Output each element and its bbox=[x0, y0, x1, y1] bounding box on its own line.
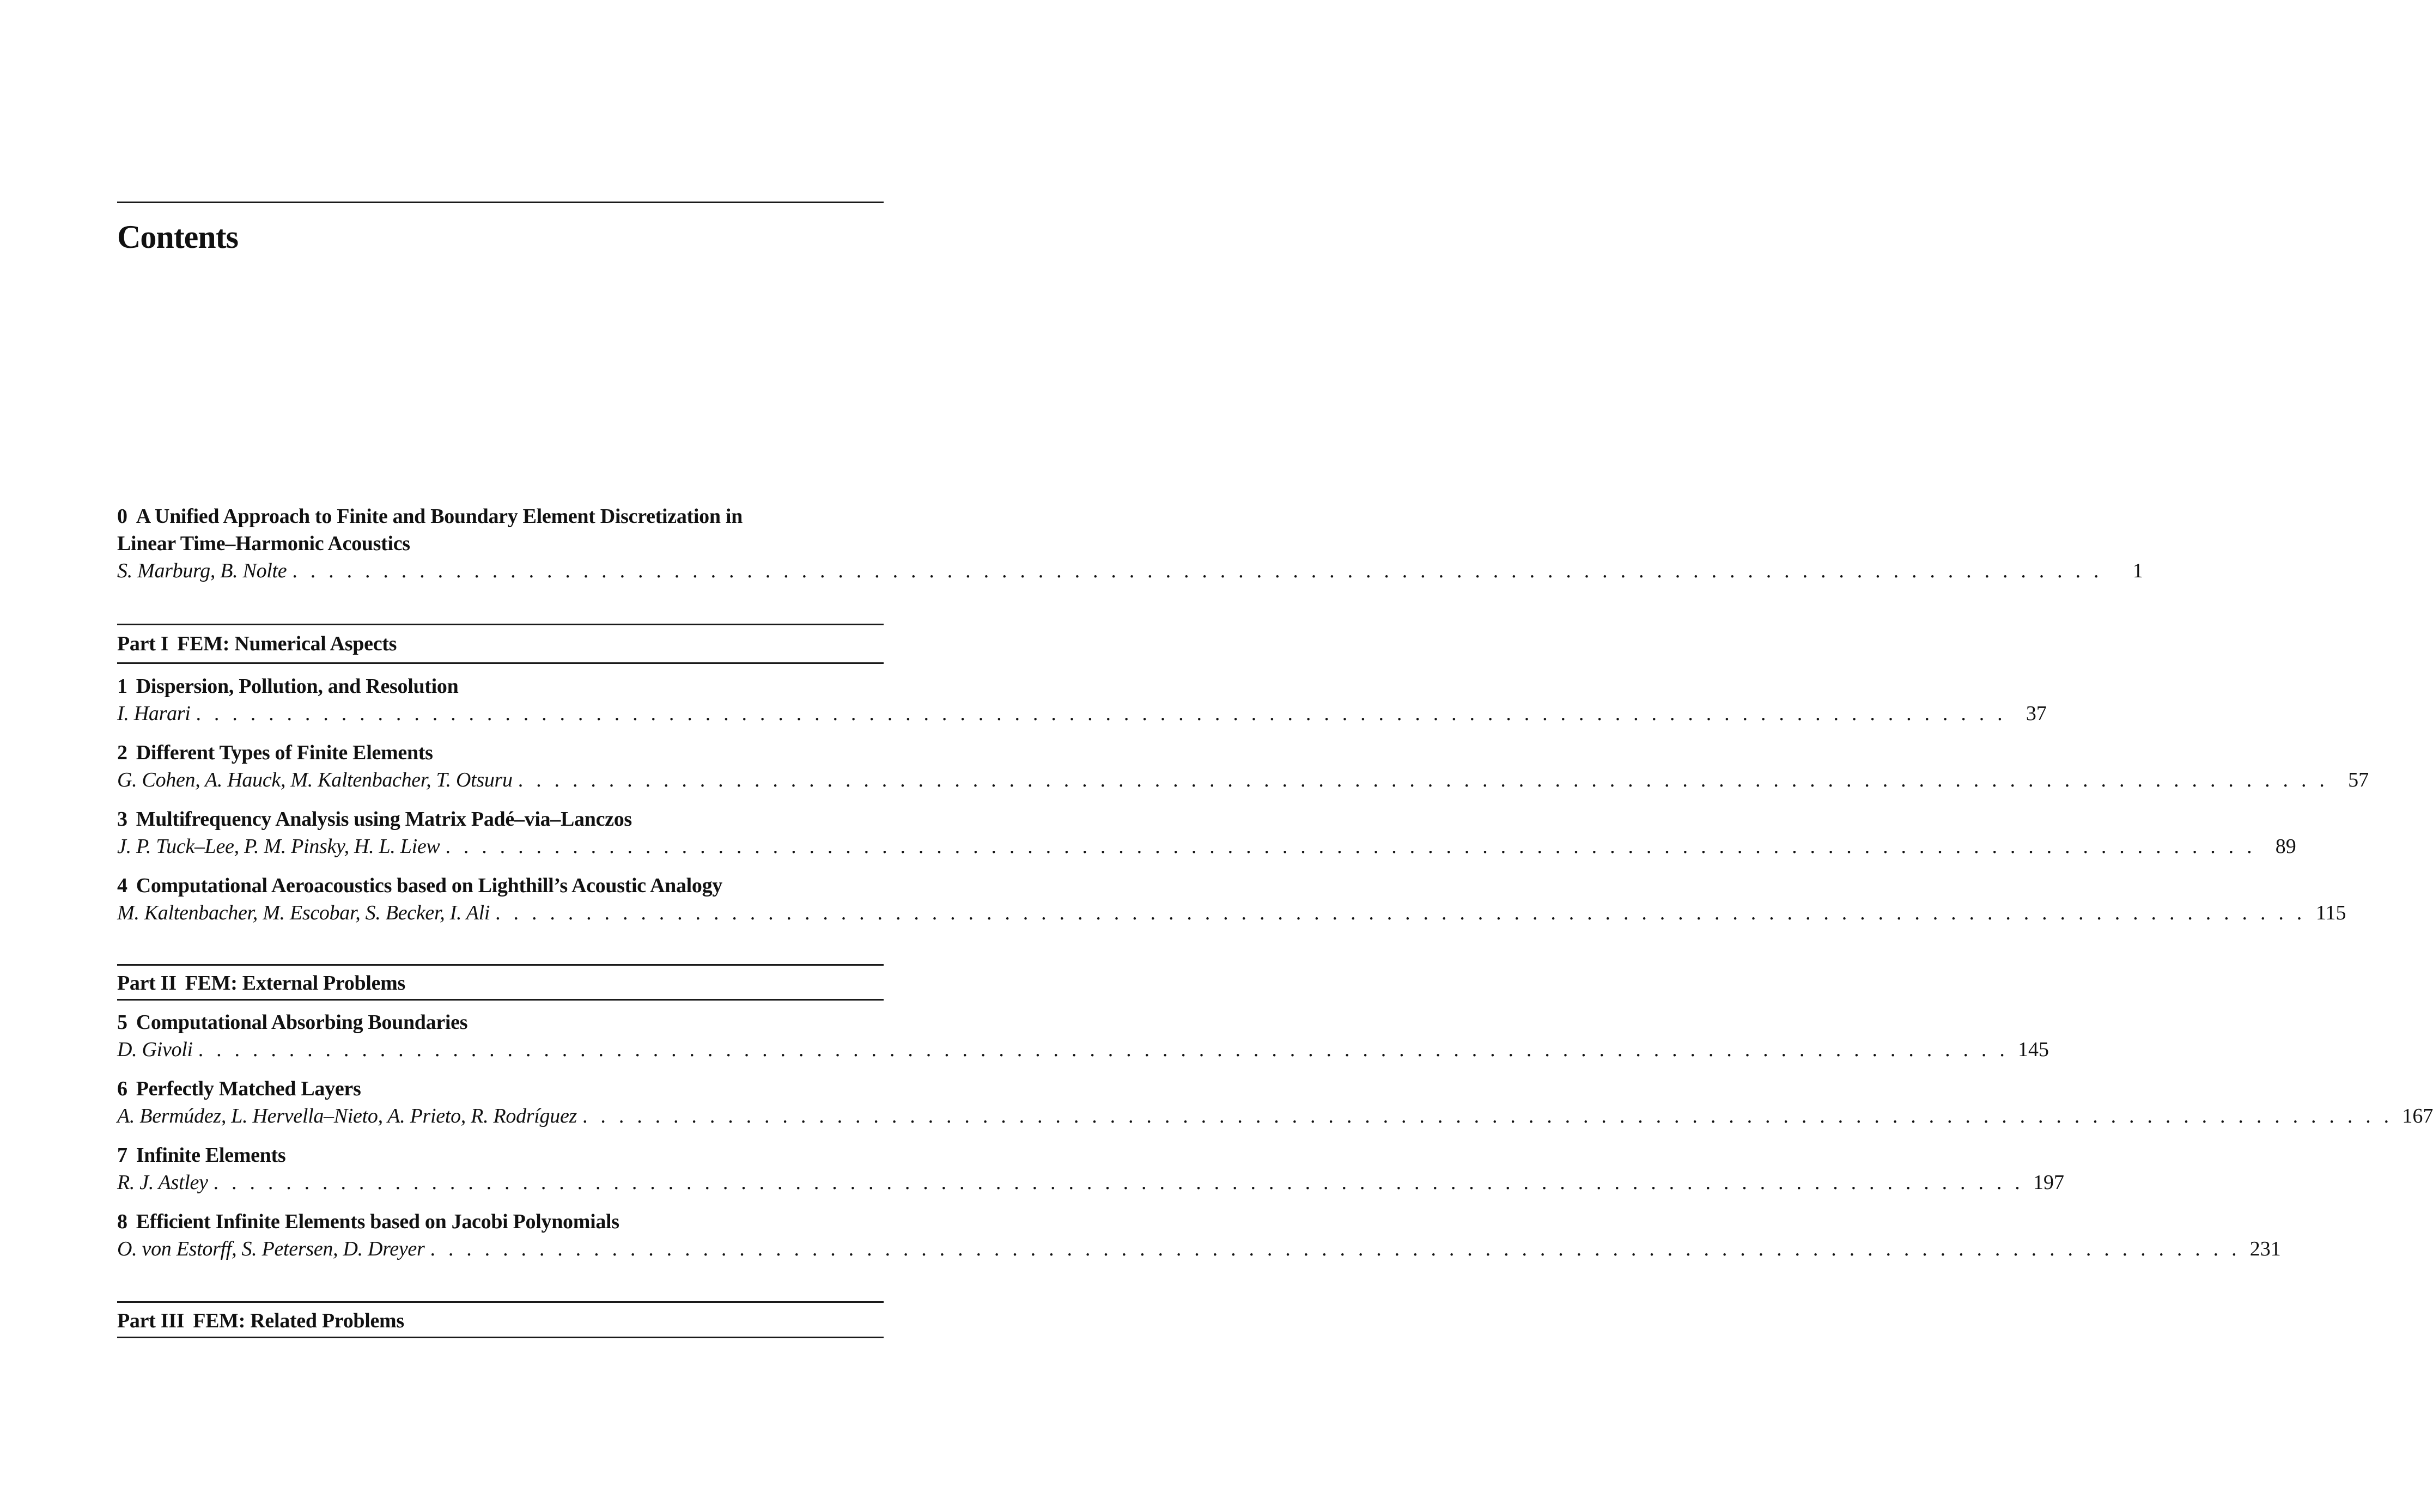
chapter-authors: I. Harari bbox=[117, 702, 191, 725]
part-label: Part III bbox=[117, 1309, 185, 1332]
part-rule-bottom bbox=[117, 1337, 884, 1338]
toc-entry-5[interactable] bbox=[117, 1009, 2049, 1063]
dot-leader: . . . . . . . . . . . . . . . . . . . . . . . . . . . . . . . . . . . . . . . . . . . . . . . . . . . . . . . . . . . . . . . . . . . . . . . . . . . . . . . . . . . . . . . . . . . . . . . . . . . . bbox=[196, 702, 2006, 725]
chapter-authors: G. Cohen, A. Hauck, M. Kaltenbacher, T. Otsuru bbox=[117, 769, 513, 791]
toc-entry-6[interactable] bbox=[117, 1075, 2433, 1130]
dot-leader: . . . . . . . . . . . . . . . . . . . . . . . . . . . . . . . . . . . . . . . . . . . . . . . . . . . . . . . . . . . . . . . . . . . . . . . . . . . . . . . . . . . . . . . . . . . . . . . . . . . . bbox=[518, 769, 2329, 791]
toc-entry-2[interactable] bbox=[117, 739, 2369, 794]
part-title: FEM: Numerical Aspects bbox=[177, 632, 397, 655]
page-title: Contents bbox=[117, 219, 239, 255]
chapter-authors: D. Givoli bbox=[117, 1038, 193, 1061]
entry-title bbox=[117, 872, 884, 899]
entry-authors-line bbox=[117, 1169, 2064, 1196]
entry-authors-line bbox=[117, 833, 2296, 860]
chapter-title: Dispersion, Pollution, and Resolution bbox=[136, 675, 459, 698]
toc-entry-8[interactable] bbox=[117, 1208, 2281, 1263]
part-rule-top bbox=[117, 624, 884, 625]
entry-title bbox=[117, 673, 884, 700]
entry-authors-line bbox=[117, 700, 2047, 727]
dot-leader: . . . . . . . . . . . . . . . . . . . . . . . . . . . . . . . . . . . . . . . . . . . . . . . . . . . . . . . . . . . . . . . . . . . . . . . . . . . . . . . . . . . . . . . . . . . . . . . . . . . . bbox=[495, 901, 2306, 924]
chapter-authors: A. Bermúdez, L. Hervella–Nieto, A. Prieto, R. Rodríguez bbox=[117, 1105, 577, 1127]
page-number[interactable]: 197 bbox=[2033, 1171, 2064, 1194]
part-title: FEM: External Problems bbox=[185, 972, 406, 995]
part-title: FEM: Related Problems bbox=[193, 1309, 404, 1332]
page-number[interactable]: 167 bbox=[2402, 1105, 2433, 1127]
top-rule bbox=[117, 202, 884, 203]
chapter-authors: S. Marburg, B. Nolte bbox=[117, 559, 287, 582]
chapter-title: Computational Absorbing Boundaries bbox=[136, 1011, 468, 1034]
page-number[interactable]: 115 bbox=[2315, 901, 2346, 924]
entry-title bbox=[117, 1142, 884, 1169]
page-number[interactable]: 57 bbox=[2348, 769, 2369, 791]
entry-authors-line bbox=[117, 1235, 2281, 1263]
part-label: Part I bbox=[117, 632, 169, 655]
chapter-authors: O. von Estorff, S. Petersen, D. Dreyer bbox=[117, 1237, 425, 1260]
page-number[interactable]: 89 bbox=[2275, 835, 2296, 858]
part-heading-1[interactable] bbox=[117, 633, 884, 654]
entry-authors-line bbox=[117, 766, 2369, 794]
chapter-number: 1 bbox=[117, 675, 127, 698]
entry-authors-line bbox=[117, 899, 2346, 926]
page-number[interactable]: 145 bbox=[2018, 1038, 2049, 1061]
entry-authors-line bbox=[117, 557, 2143, 584]
chapter-number: 2 bbox=[117, 741, 127, 764]
chapter-number: 0 bbox=[117, 505, 127, 528]
toc-entry-7[interactable] bbox=[117, 1142, 2064, 1196]
chapter-number: 7 bbox=[117, 1144, 127, 1167]
chapter-title: Perfectly Matched Layers bbox=[136, 1077, 361, 1100]
chapter-authors: J. P. Tuck–Lee, P. M. Pinsky, H. L. Liew bbox=[117, 835, 440, 858]
part-rule-top bbox=[117, 964, 884, 966]
chapter-number: 5 bbox=[117, 1011, 127, 1034]
chapter-number: 3 bbox=[117, 808, 127, 831]
part-rule-bottom bbox=[117, 662, 884, 664]
chapter-number: 8 bbox=[117, 1210, 127, 1233]
dot-leader: . . . . . . . . . . . . . . . . . . . . . . . . . . . . . . . . . . . . . . . . . . . . . . . . . . . . . . . . . . . . . . . . . . . . . . . . . . . . . . . . . . . . . . . . . . . . . . . . . . . . bbox=[445, 835, 2256, 858]
entry-authors-line bbox=[117, 1102, 2433, 1130]
chapter-title: Infinite Elements bbox=[136, 1144, 286, 1167]
entry-title bbox=[117, 503, 884, 557]
entry-title bbox=[117, 1009, 884, 1036]
chapter-authors: M. Kaltenbacher, M. Escobar, S. Becker, I. Ali bbox=[117, 901, 490, 924]
page-number[interactable]: 1 bbox=[2132, 559, 2143, 582]
page-number[interactable]: 231 bbox=[2249, 1237, 2281, 1260]
chapter-title-line1: A Unified Approach to Finite and Boundary Element Discretization in bbox=[136, 505, 743, 528]
toc-entry-1[interactable] bbox=[117, 673, 2047, 727]
part-rule-top bbox=[117, 1301, 884, 1303]
dot-leader: . . . . . . . . . . . . . . . . . . . . . . . . . . . . . . . . . . . . . . . . . . . . . . . . . . . . . . . . . . . . . . . . . . . . . . . . . . . . . . . . . . . . . . . . . . . . . . . . . . . . bbox=[582, 1105, 2393, 1127]
chapter-number: 6 bbox=[117, 1077, 127, 1100]
chapter-authors: R. J. Astley bbox=[117, 1171, 208, 1194]
chapter-title: Multifrequency Analysis using Matrix Padé–via–Lanczos bbox=[136, 808, 632, 831]
toc-entry-4[interactable] bbox=[117, 872, 2346, 926]
chapter-title-line2: Linear Time–Harmonic Acoustics bbox=[117, 532, 410, 555]
chapter-title: Computational Aeroacoustics based on Lighthill’s Acoustic Analogy bbox=[136, 874, 723, 897]
dot-leader: . . . . . . . . . . . . . . . . . . . . . . . . . . . . . . . . . . . . . . . . . . . . . . . . . . . . . . . . . . . . . . . . . . . . . . . . . . . . . . . . . . . . . . . . . . . . . . . . . . . . bbox=[198, 1038, 2009, 1061]
entry-title bbox=[117, 806, 884, 833]
part-rule-bottom bbox=[117, 999, 884, 1001]
entry-authors-line bbox=[117, 1036, 2049, 1063]
toc-entry-intro[interactable] bbox=[117, 503, 2143, 584]
part-heading-3[interactable] bbox=[117, 1310, 884, 1331]
dot-leader: . . . . . . . . . . . . . . . . . . . . . . . . . . . . . . . . . . . . . . . . . . . . . . . . . . . . . . . . . . . . . . . . . . . . . . . . . . . . . . . . . . . . . . . . . . . . . . . . . . . . bbox=[430, 1237, 2241, 1260]
page-number[interactable]: 37 bbox=[2026, 702, 2047, 725]
entry-title bbox=[117, 1208, 884, 1235]
entry-title bbox=[117, 1075, 884, 1102]
part-label: Part II bbox=[117, 972, 177, 995]
chapter-number: 4 bbox=[117, 874, 127, 897]
dot-leader: . . . . . . . . . . . . . . . . . . . . . . . . . . . . . . . . . . . . . . . . . . . . . . . . . . . . . . . . . . . . . . . . . . . . . . . . . . . . . . . . . . . . . . . . . . . . . . . . . . . . bbox=[292, 559, 2103, 582]
toc-entry-3[interactable] bbox=[117, 806, 2296, 860]
part-heading-2[interactable] bbox=[117, 973, 884, 993]
chapter-title: Different Types of Finite Elements bbox=[136, 741, 433, 764]
chapter-title: Efficient Infinite Elements based on Jacobi Polynomials bbox=[136, 1210, 619, 1233]
entry-title bbox=[117, 739, 884, 766]
dot-leader: . . . . . . . . . . . . . . . . . . . . . . . . . . . . . . . . . . . . . . . . . . . . . . . . . . . . . . . . . . . . . . . . . . . . . . . . . . . . . . . . . . . . . . . . . . . . . . . . . . . . bbox=[213, 1171, 2024, 1194]
